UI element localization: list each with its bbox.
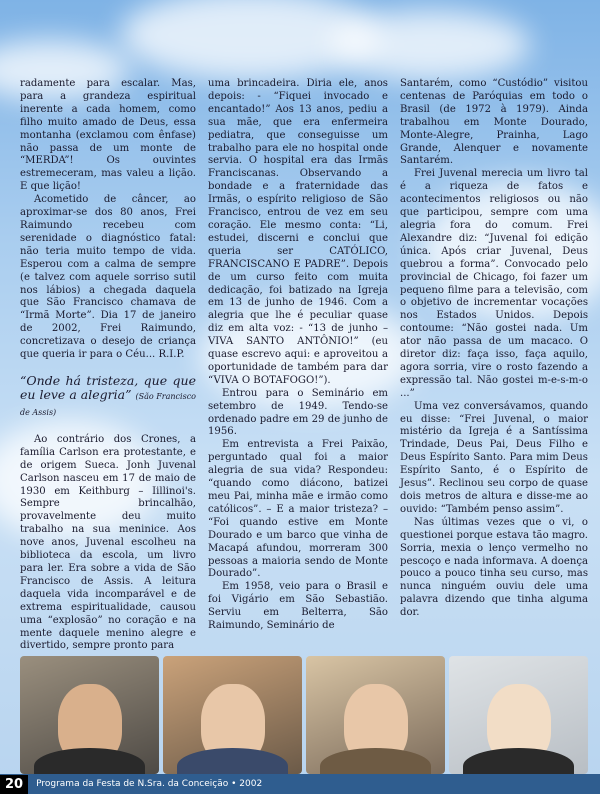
text-column-2 — [208, 78, 388, 648]
article-body — [20, 78, 588, 652]
text-column-1 — [20, 78, 196, 652]
portrait-photo — [306, 656, 445, 774]
portrait-photo — [163, 656, 302, 774]
footer-text: Programa da Festa de N.Sra. da Conceição • 2002 — [36, 779, 263, 789]
paragraph: Santarém, como “Custódio” visitou centenas de Paróquias em todo o Brasil (de 1972 à 1979). Ainda trabalhou em Monte Dourado, Monte-Alegre, Prainha, Lago Grande, Alenquer e novamente Santarém. — [400, 78, 588, 167]
sky-cloud — [330, 10, 530, 80]
pull-quote-source: (São Francisco de Assis) — [20, 391, 196, 417]
page-footer — [0, 774, 600, 794]
paragraph: Em entrevista a Frei Paixão, perguntado qual foi a maior alegria de sua vida? Respondeu: “quando como diácono, batizei meu Pai, minha mãe e irmão como católicos”. – E a maior tristeza? – “Foi quando estive em Monte Dourado e um barco que vinha de Macapá afundou, morreram 300 pessoas a maioria sendo de Monte Dourado”. — [208, 439, 388, 580]
page-number: 20 — [0, 775, 28, 794]
paragraph: Em 1958, veio para o Brasil e foi Vigário em São Sebastião. Serviu em Belterra, São Raimundo, Seminário de — [208, 581, 388, 632]
paragraph: Frei Juvenal merecia um livro tal é a riqueza de fatos e acontecimentos religiosos ou não que participou, sempre com uma alegria fora do comum. Frei Alexandre diz: “Juvenal foi edição única. Após criar Juvenal, Deus quebrou a forma”. Convocado pelo provincial de Chicago, foi fazer um pequeno filme para a televisão, com o objetivo de incrementar vocações nos Estados Unidos. Depois contoume: “Não gostei nada. Um ator não passa de um macaco. O diretor diz: faça isso, faça aquilo, agora sorria, vire o rosto fazendo a expressão tal. Não gostei m-e-s-m-o ...” — [400, 168, 588, 399]
portrait-photo — [20, 656, 159, 774]
pull-quote-text: “Onde há tristeza, que que eu leve a alegria” — [20, 372, 196, 402]
paragraph: Acometido de câncer, ao aproximar-se dos 80 anos, Frei Raimundo recebeu com serenidade o diagnóstico fatal: não teria muito tempo de vida. Esperou com a calma de sempre (e talvez com aquele sorriso sutil nos lábios) a chegada daquela que São Francisco chamava de “Irmã Morte”. Dia 17 de janeiro de 2002, Frei Raimundo, concretizava o desejo de criança que queria ir para o Céu... R.I.P. — [20, 194, 196, 361]
photo-strip — [20, 656, 588, 774]
paragraph: radamente para escalar. Mas, para a grandeza espiritual inerente a cada homem, como filho muito amado de Deus, essa montanha (exclamou com ênfase) não passa de um monte de “MERDA”! Os ouvintes estremeceram, mas valeu a lição. E que lição! — [20, 78, 196, 193]
text-column-3 — [400, 78, 588, 648]
portrait-photo — [449, 656, 588, 774]
paragraph: Uma vez conversávamos, quando eu disse: “Frei Juvenal, o maior mistério da Igreja é a Santíssima Trindade, Deus Pai, Deus Filho e Deus Espírito Santo. Para mim Deus Espírito Santo, é o Espírito de Jesus”. Reclinou seu corpo de quase dois metros de altura e disse-me ao ouvido: “Também penso assim”. — [400, 400, 588, 515]
paragraph: uma brincadeira. Diria ele, anos depois: - “Fiquei invocado e encantado!” Aos 13 anos, pediu a sua mãe, que era enfermeira pediatra, que conseguisse um trabalho para ele no hospital onde servia. O hospital era das Irmãs Franciscanas. Observando a bondade e a fraternidade das Irmãs, o espírito religioso de São Francisco, entrou de vez em seu coração. Ele mesmo conta: “Li, estudei, discerni e conclui que queria ser CATÓLICO, FRANCISCANO E PADRE”. Depois de um curso feito com muita dedicação, foi batizado na Igreja em 13 de junho de 1946. Com a alegria que lhe é peculiar quase diz em alta voz: - “13 de junho – VIVA SANTO ANTÔNIO!” (eu quase escrevo aqui: e aproveitou a oportunidade de também para dar “VIVA O BOTAFOGO!”). — [208, 78, 388, 386]
paragraph: Nas últimas vezes que o vi, o questionei porque estava tão magro. Sorria, mexia o lenço vermelho no pescoço e nada informava. A doença pouco a pouco tinha seu curso, mas nunca ninguém ouviu dele uma palavra dizendo que tinha alguma dor. — [400, 516, 588, 619]
paragraph: Ao contrário dos Crones, a família Carlson era protestante, e de origem Sueca. Jonh Juvenal Carlson nasceu em 17 de maio de 1930 em Keithburg – Iillinoi's. Sempre brincalhão, provavelmente deu muito trabalho na sua meninice. Aos nove anos, Juvenal escolheu na biblioteca da escola, um livro para ler. Era sobre a vida de São Francisco de Assis. A leitura daquela vida incomparável e de extrema espiritualidade, causou uma “explosão” no coração e na mente daquele menino alegre e divertido, sempre pronto para — [20, 433, 196, 652]
pull-quote — [20, 374, 196, 420]
paragraph: Entrou para o Seminário em setembro de 1949. Tendo-se ordenado padre em 29 de junho de 1956. — [208, 387, 388, 438]
